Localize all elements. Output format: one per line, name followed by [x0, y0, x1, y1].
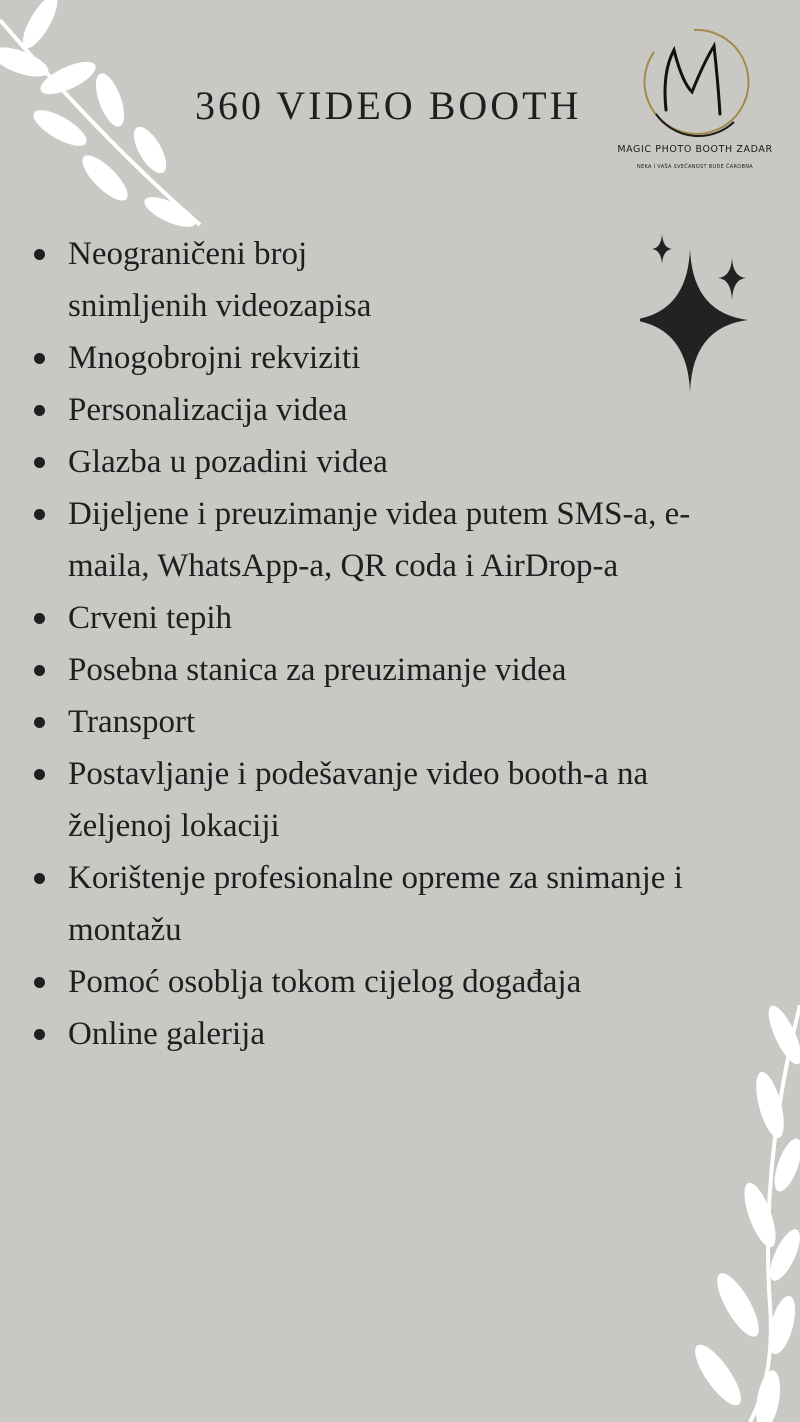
logo-monogram-icon [634, 22, 754, 142]
list-item-label: Pomoć osoblja tokom cijelog događaja [68, 964, 582, 1000]
list-item-label: Online galerija [68, 1016, 266, 1052]
logo-tagline: NEKA I VAŠA SVEČANOST BUDE ČAROBNA [637, 164, 753, 170]
bullet-icon [34, 405, 45, 416]
list-item [0, 488, 716, 592]
list-item-label: Dijeljene i preuzimanje videa putem SMS-a, e-maila, WhatsApp-a, QR coda i AirDrop-a [68, 496, 691, 584]
list-item [0, 748, 716, 852]
list-item [0, 696, 716, 748]
list-item-label: Korištenje profesionalne opreme za snimanje i montažu [68, 860, 683, 948]
list-item [0, 436, 716, 488]
list-item [0, 956, 716, 1008]
brand-logo [590, 18, 800, 188]
bullet-icon [34, 1029, 45, 1040]
bullet-icon [34, 509, 45, 520]
bullet-icon [34, 457, 45, 468]
list-item-label: Mnogobrojni rekviziti [68, 340, 361, 376]
bullet-icon [34, 613, 45, 624]
list-item [0, 228, 440, 332]
list-item-label: Neograničeni broj snimljenih videozapisa [68, 236, 372, 324]
list-item [0, 1008, 716, 1060]
bullet-icon [34, 717, 45, 728]
list-item-label: Transport [68, 704, 196, 740]
leaf-branch-decoration [0, 0, 210, 240]
list-item [0, 384, 716, 436]
bullet-icon [34, 977, 45, 988]
list-item [0, 592, 716, 644]
logo-brand-name: MAGIC PHOTO BOOTH ZADAR [617, 144, 773, 155]
list-item-label: Postavljanje i podešavanje video booth-a na željenoj lokaciji [68, 756, 649, 844]
list-item [0, 852, 716, 956]
bullet-icon [34, 873, 45, 884]
list-item [0, 644, 716, 696]
list-item [0, 332, 716, 384]
bullet-icon [34, 665, 45, 676]
list-item-label: Personalizacija videa [68, 392, 348, 428]
bullet-icon [34, 249, 45, 260]
features-list [0, 228, 716, 1060]
bullet-icon [34, 769, 45, 780]
list-item-label: Posebna stanica za preuzimanje videa [68, 652, 567, 688]
list-item-label: Crveni tepih [68, 600, 233, 636]
leaf-branch-decoration [690, 1005, 800, 1422]
list-item-label: Glazba u pozadini videa [68, 444, 388, 480]
bullet-icon [34, 353, 45, 364]
page-title: 360 VIDEO BOOTH [195, 83, 582, 128]
